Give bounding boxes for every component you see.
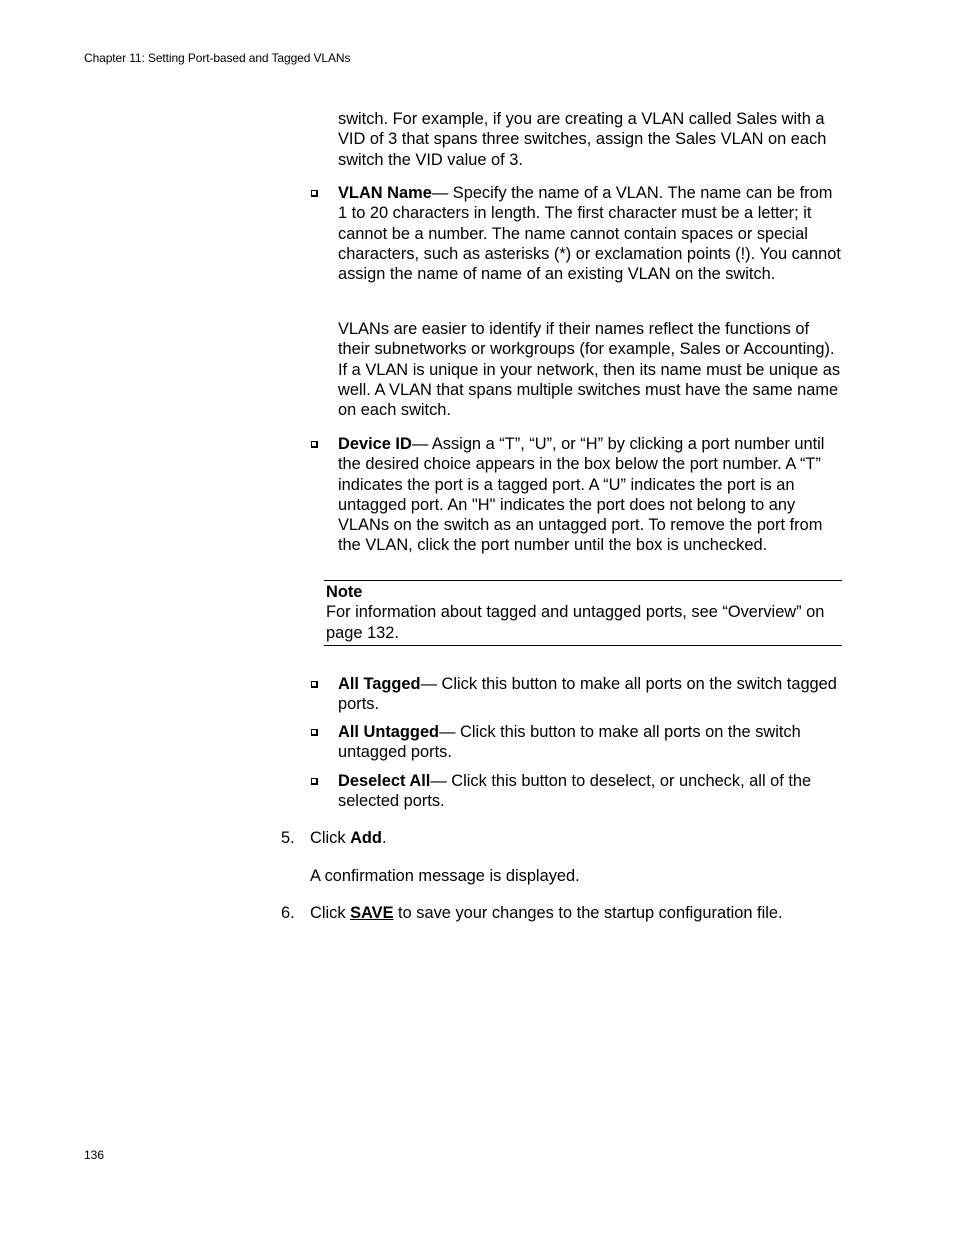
add-button-label: Add (350, 829, 382, 847)
vlan-name-bullet (338, 183, 842, 284)
vlan-name-followup: VLANs are easier to identify if their names reflect the functions of their subnetworks or workgroups (for example, Sales or Accounting). If a VLAN is unique in your network, then its name must be unique as well. A VLAN that spans multiple switches must have the same name on each switch. (338, 320, 841, 420)
step-5-number: 5. (281, 829, 295, 847)
device-id-bullet (338, 434, 844, 556)
device-id-desc: — Assign a “T”, “U”, or “H” by clicking a port number until the desired choice appears in the box below the port number. A “T” indicates the port is a tagged port. A “U” indicates the port is an untagged port. An "H" indicates the port does not belong to any VLANs on the switch as an untagged port. To remove the port from the VLAN, click the port number until the box is unchecked. (338, 435, 825, 555)
device-id-term: Device ID (338, 435, 412, 453)
vlan-name-desc: — Specify the name of a VLAN. The name can be from 1 to 20 characters in length. The first character must be a letter; it cannot be a number. The name cannot contain spaces or special characters, such as asterisks (*) or exclamation points (!). You cannot assign the name of name of an existing VLAN on the switch. (338, 184, 841, 284)
step-6-text: Click SAVE to save your changes to the startup configuration file. (310, 904, 783, 922)
bullet-icon (311, 441, 318, 448)
page-number: 136 (84, 1148, 105, 1162)
deselect-all-desc: — Click this button to deselect, or uncheck, all of the selected ports. (338, 772, 812, 811)
vlan-name-term: VLAN Name (338, 184, 432, 202)
save-link[interactable]: SAVE (350, 904, 394, 922)
bullet-icon (311, 190, 318, 197)
all-tagged-desc: — Click this button to make all ports on the switch tagged ports. (338, 675, 837, 714)
step-5-text: Click Add. (310, 829, 387, 847)
note-text: For information about tagged and untagged ports, see “Overview” on page 132. (326, 603, 825, 642)
bullet-icon (311, 778, 318, 785)
bullet-icon (311, 681, 318, 688)
all-untagged-bullet (338, 722, 838, 763)
all-untagged-term: All Untagged (338, 723, 440, 741)
deselect-all-bullet (338, 771, 842, 812)
bullet-icon (311, 729, 318, 736)
note-block (326, 582, 840, 643)
intro-paragraph: switch. For example, if you are creating a VLAN called Sales with a VID of 3 that spans three switches, assign the Sales VLAN on each switch the VID value of 3. (338, 110, 827, 169)
deselect-all-term: Deselect All (338, 772, 431, 790)
all-tagged-term: All Tagged (338, 675, 421, 693)
chapter-header: Chapter 11: Setting Port-based and Tagged VLANs (84, 51, 351, 65)
all-untagged-desc: — Click this button to make all ports on the switch untagged ports. (338, 723, 801, 762)
step-6-number: 6. (281, 904, 295, 922)
note-bottom-rule (324, 645, 842, 646)
step-5-result: A confirmation message is displayed. (310, 867, 580, 885)
note-top-rule (324, 580, 842, 581)
note-label: Note (326, 583, 363, 601)
all-tagged-bullet (338, 674, 838, 715)
